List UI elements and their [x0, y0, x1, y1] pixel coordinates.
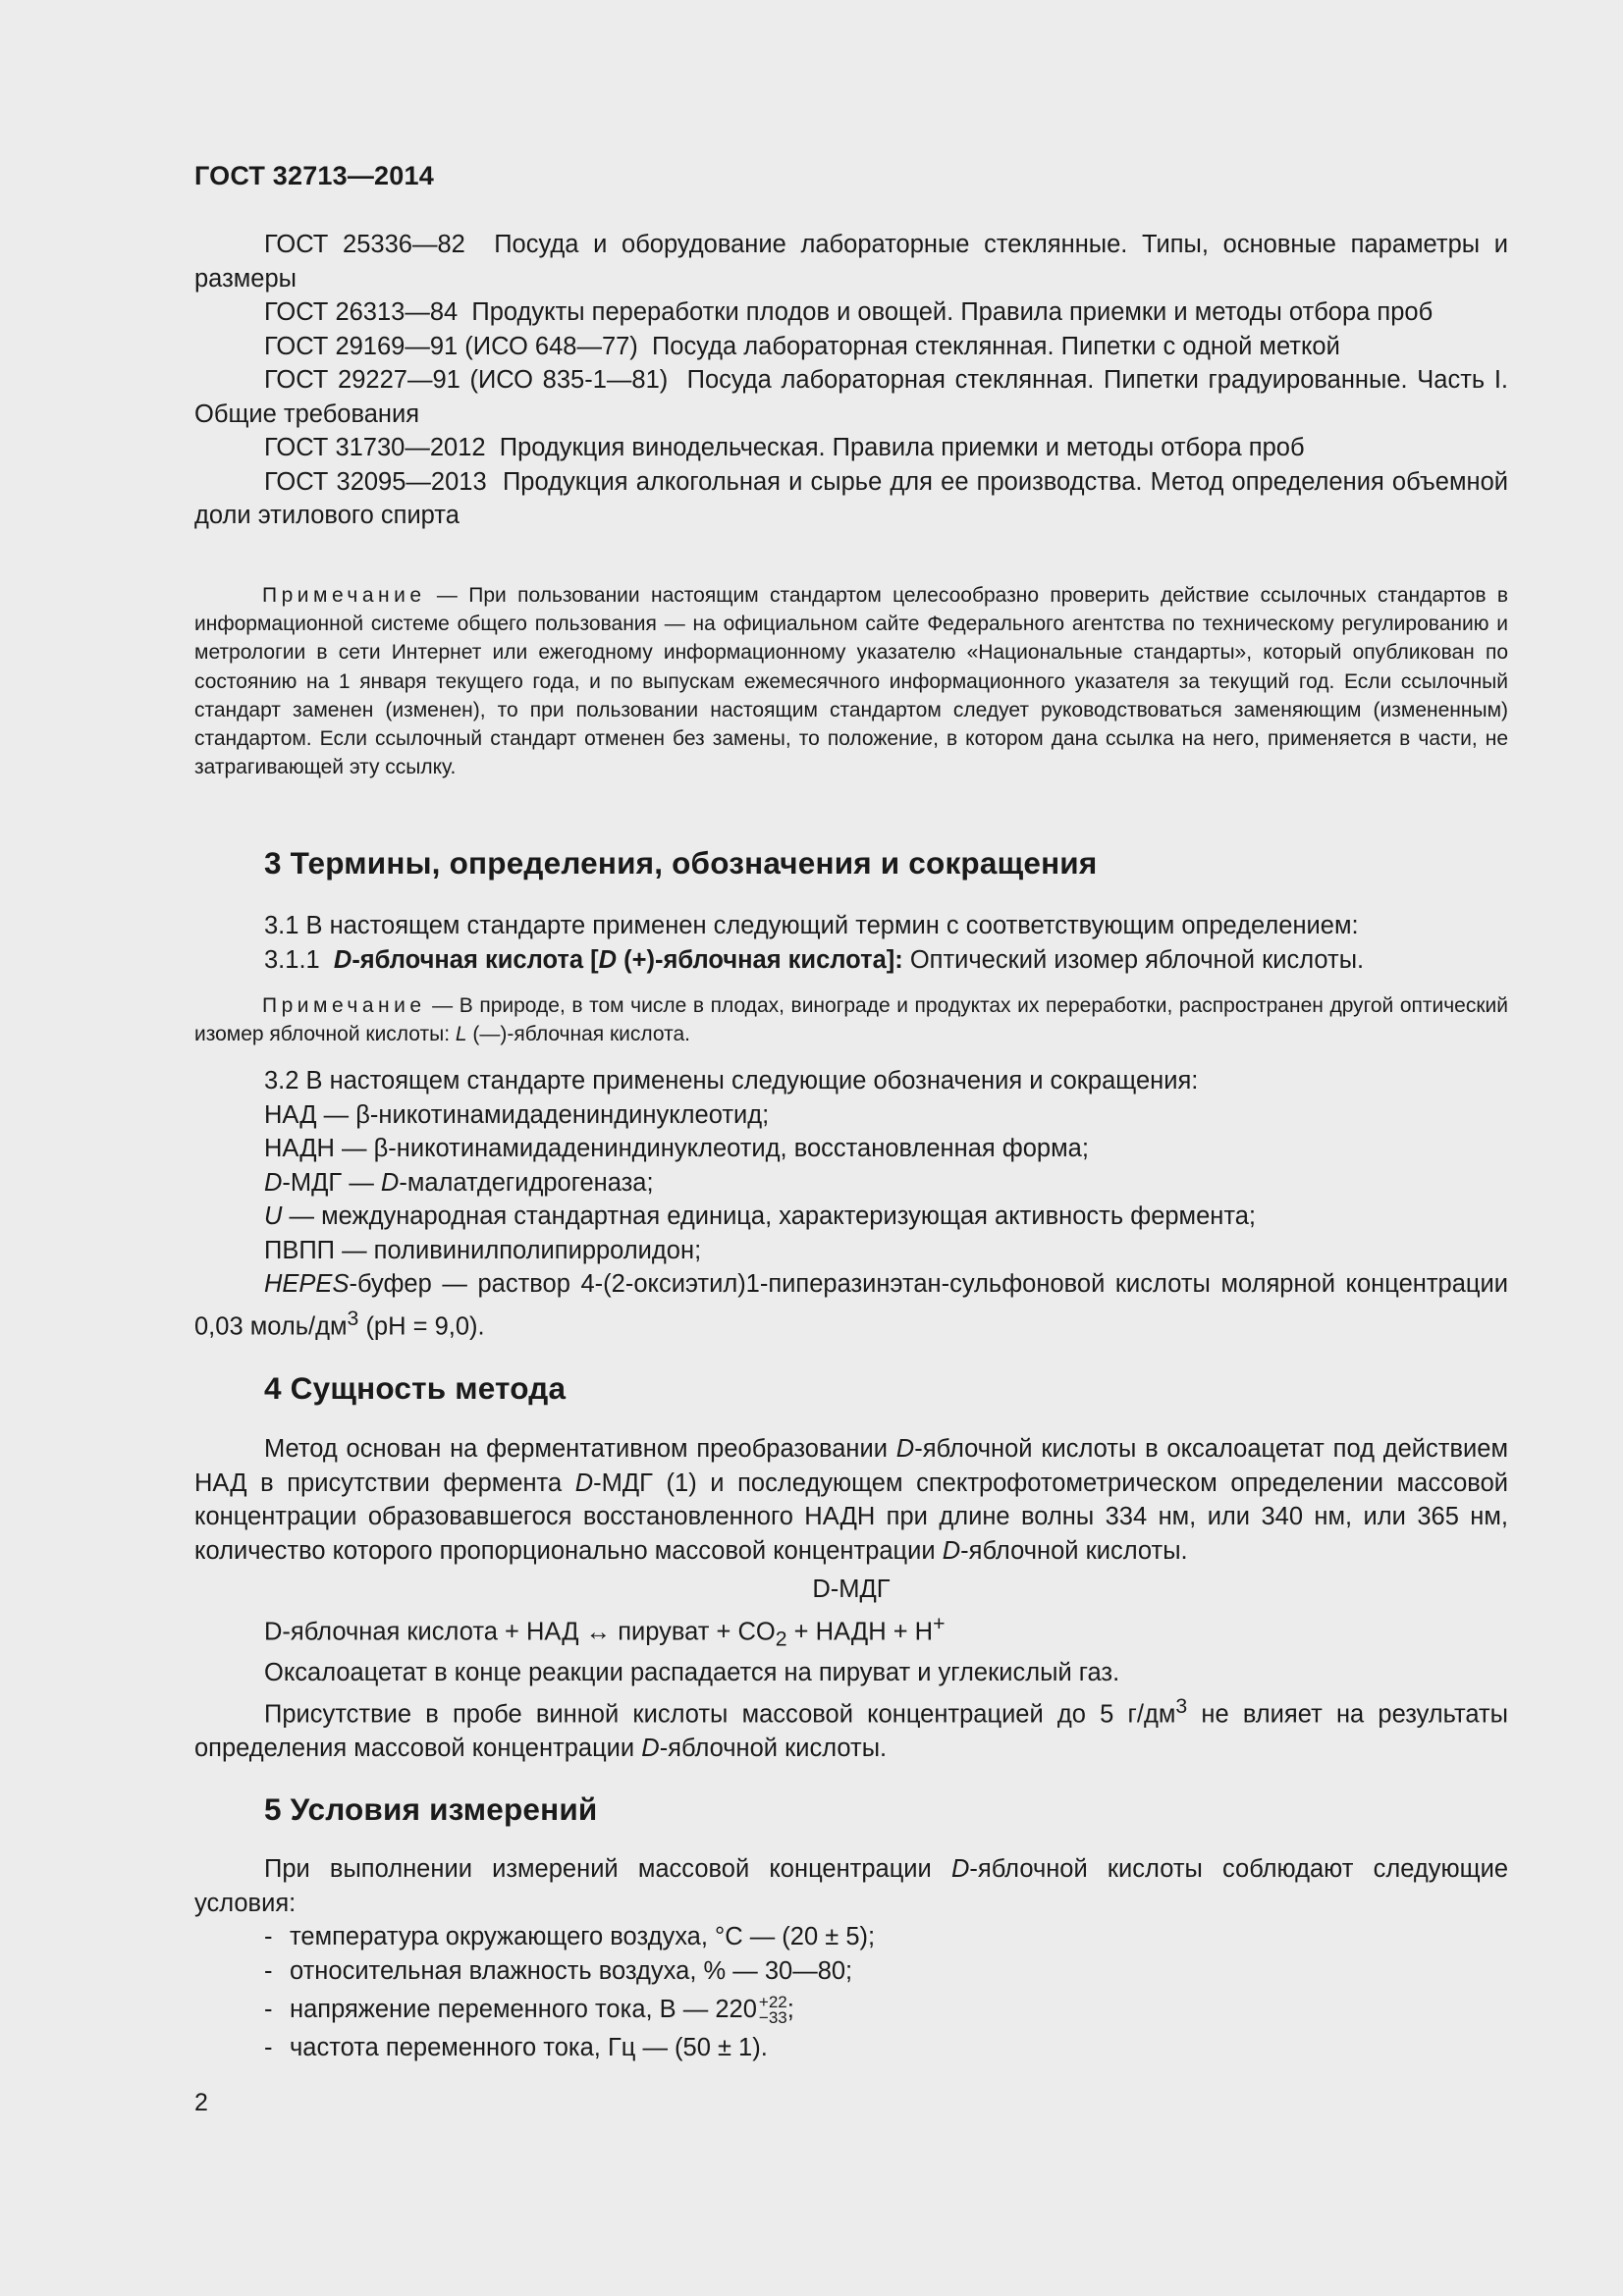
section-3-heading: 3 Термины, определения, обозначения и сокращения [264, 845, 1098, 881]
abbr-item: D-МДГ — D-малатдегидрогеназа; [264, 1168, 654, 1197]
reaction-formula: D-яблочная кислота + НАД ↔ пируват + $CO_2$ + НАДН + H+ [264, 1611, 946, 1651]
note-isomer: Примечание — В природе, в том числе в плодах, винограде и продуктах их переработки, распространен другой оптический изомер яблочной кислоты: L (—)-яблочная кислота. [194, 994, 1508, 1046]
condition-item: - относительная влажность воздуха, % — 30—80; [264, 1956, 853, 1985]
section-3-body [194, 909, 1508, 977]
formula-enzyme: D-МДГ [812, 1575, 891, 1603]
clause-3-1: 3.1 В настоящем стандарте применен следующий термин с соответствующим определением: [264, 912, 1359, 939]
method-note: Оксалоацетат в конце реакции распадается на пируват и углекислый газ. [264, 1658, 1120, 1686]
condition-item: - частота переменного тока, Гц — (50 ± 1). [264, 2034, 768, 2061]
abbr-item: НАД — β-никотинамидадениндинуклеотид; [264, 1100, 770, 1129]
clause-3-1-1: 3.1.1 D-яблочная кислота [D (+)-яблочная кислота]: Оптический изомер яблочной кислоты. [264, 945, 1365, 974]
ref-item: ГОСТ 26313—84 Продукты переработки плодов и овощей. Правила приемки и методы отбора проб [264, 298, 1434, 326]
section-5-body [194, 1852, 1508, 2065]
document-header: ГОСТ 32713—2014 [194, 161, 434, 190]
ref-item: ГОСТ 29227—91 (ИСО 835-1—81) Посуда лабораторная стеклянная. Пипетки градуированные. Часть I. Общие требования [194, 366, 1509, 428]
abbr-item: U — международная стандартная единица, характеризующая активность фермента; [264, 1202, 1257, 1230]
ref-item: ГОСТ 25336—82 Посуда и оборудование лабораторные стеклянные. Типы, основные параметры и размеры [194, 231, 1508, 293]
section-4-heading: 4 Сущность метода [264, 1370, 567, 1406]
method-interference: Присутствие в пробе винной кислоты массовой концентрацией до 5 $г/дм^3$ не влияет на результаты определения массовой концентрации D-яблочной кислоты. [194, 1694, 1508, 1763]
note-references [194, 581, 1508, 781]
clause-3-2: 3.2 В настоящем стандарте применены следующие обозначения и сокращения: [264, 1067, 1199, 1095]
page-number: 2 [194, 2089, 208, 2116]
condition-item: - температура окружающего воздуха, °С — (20 ± 5); [264, 1923, 876, 1950]
ref-item: ГОСТ 29169—91 (ИСО 648—77) Посуда лабораторная стеклянная. Пипетки с одной меткой [264, 332, 1340, 360]
ref-item: ГОСТ 32095—2013 Продукция алкогольная и сырье для ее производства. Метод определения объемной доли этилового спирта [194, 467, 1508, 529]
abbr-item: НАДН — β-никотинамидадениндинуклеотид, восстановленная форма; [264, 1135, 1089, 1162]
section-4-body [194, 1432, 1508, 1766]
abbr-item: ПВПП — поливинилполипирролидон; [264, 1236, 702, 1264]
method-principle: Метод основан на ферментативном преобразовании D-яблочной кислоты в оксалоацетат под действием НАД в присутствии фермента D-МДГ (1) и последующем спектрофотометрическом определении массовой концентрации образовавшегося восстановленного НАДН при длине волны 334 нм, или 340 нм, или 365 нм, количество которого пропорционально массовой концентрации D-яблочной кислоты. [194, 1435, 1508, 1565]
note-label: Примечание [262, 584, 426, 607]
conditions-intro: При выполнении измерений массовой концентрации D-яблочной кислоты соблюдают следующие условия: [194, 1855, 1508, 1917]
abbr-item: HEPES-буфер — раствор 4-(2-оксиэтил)1-пиперазинэтан-сульфоновой кислоты молярной концентрации 0,03 моль/$дм^3$ (pH = 9,0). [194, 1270, 1508, 1340]
section-5-heading: 5 Условия измерений [264, 1791, 598, 1827]
reversible-arrow-icon: ↔ [585, 1618, 612, 1645]
note-text: — При пользовании настоящим стандартом целесообразно проверить действие ссылочных стандартов в информационной системе общего пользования — на официальном сайте Федерального агентства по техническому регулированию и метрологии в сети Интернет или ежегодному информационному указателю «Национальные стандарты», который опубликован по состоянию на 1 января текущего года, и по выпускам ежемесячного информационного указателя за текущий год. Если ссылочный стандарт заменен (изменен), то при пользовании настоящим стандартом следует руководствоваться заменяющим (измененным) стандартом. Если ссылочный стандарт отменен без замены, то положение, в котором дана ссылка на него, применяется в части, не затрагивающей эту ссылку. [194, 584, 1508, 779]
condition-item: - напряжение переменного тока, В — 220 +22 −33 ; [264, 1993, 794, 2028]
normative-references [194, 228, 1508, 533]
abbreviations [194, 1064, 1508, 1344]
ref-item: ГОСТ 31730—2012 Продукция винодельческая. Правила приемки и методы отбора проб [264, 434, 1305, 461]
